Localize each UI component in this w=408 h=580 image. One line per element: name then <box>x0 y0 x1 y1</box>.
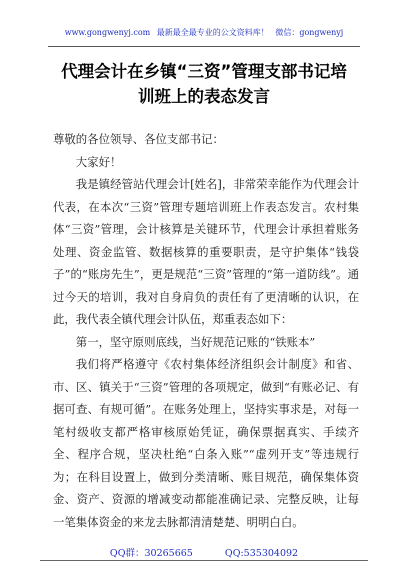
title-line-2: 训班上的表态发言 <box>138 87 270 106</box>
section-heading: 第一，坚守原则底线，当好规范记账的“铁账本” <box>75 334 316 349</box>
document-title <box>40 59 368 109</box>
header-slogan: 最新最全最专业的公文资料库！ <box>156 28 269 37</box>
page-footer <box>0 545 408 559</box>
page-header <box>0 27 408 38</box>
salutation: 尊敬的各位领导、各位支部书记： <box>53 132 224 146</box>
header-url[interactable]: www.gongwenyj.com <box>64 28 151 37</box>
greeting: 大家好！ <box>75 154 122 169</box>
header-wechat: 微信：gongwenyj <box>275 28 344 37</box>
footer-qq: QQ:535304092 <box>224 548 299 559</box>
footer-divider <box>40 560 368 561</box>
paragraph: 我是镇经管站代理会计[姓名]，非常荣幸能作为代理会计代表，在本次“三资”管理专题培训班上作表态发言。农村集体“三资”管理，会计核算是关键环节，代理会计承担着账务处理、资金监管、数据核算的重要职责，是守护集体“钱袋子”的“账房先生”，更是规范“三资”管理的“第一道防线”。通过今天的培训，我对自身肩负的责任有了更清晰的认识，在此，我代表全镇代理会计队伍，郑重表态如下： <box>53 177 359 326</box>
header-divider <box>48 46 360 47</box>
paragraph: 我们将严格遵守《农村集体经济组织会计制度》和省、市、区、镇关于“三资”管理的各项规定，做到“有账必记、有据可查、有规可循”。在账务处理上，坚持实事求是，对每一笔村级收支都严格审核原始凭证，确保票据真实、手续齐全、程序合规，坚决杜绝“白条入账”“虚列开支”等违规行为；在科目设置上，做到分类清晰、账目规范，确保集体资金、资产、资源的增减变动都能准确记录、完整反映，让每一笔集体资金的来龙去脉都清清楚楚、明明白白。 <box>53 357 359 529</box>
footer-qq-group: QQ群：30265665 <box>109 548 193 559</box>
document-body <box>53 128 359 533</box>
title-line-1: 代理会计在乡镇“三资”管理支部书记培 <box>61 62 347 81</box>
